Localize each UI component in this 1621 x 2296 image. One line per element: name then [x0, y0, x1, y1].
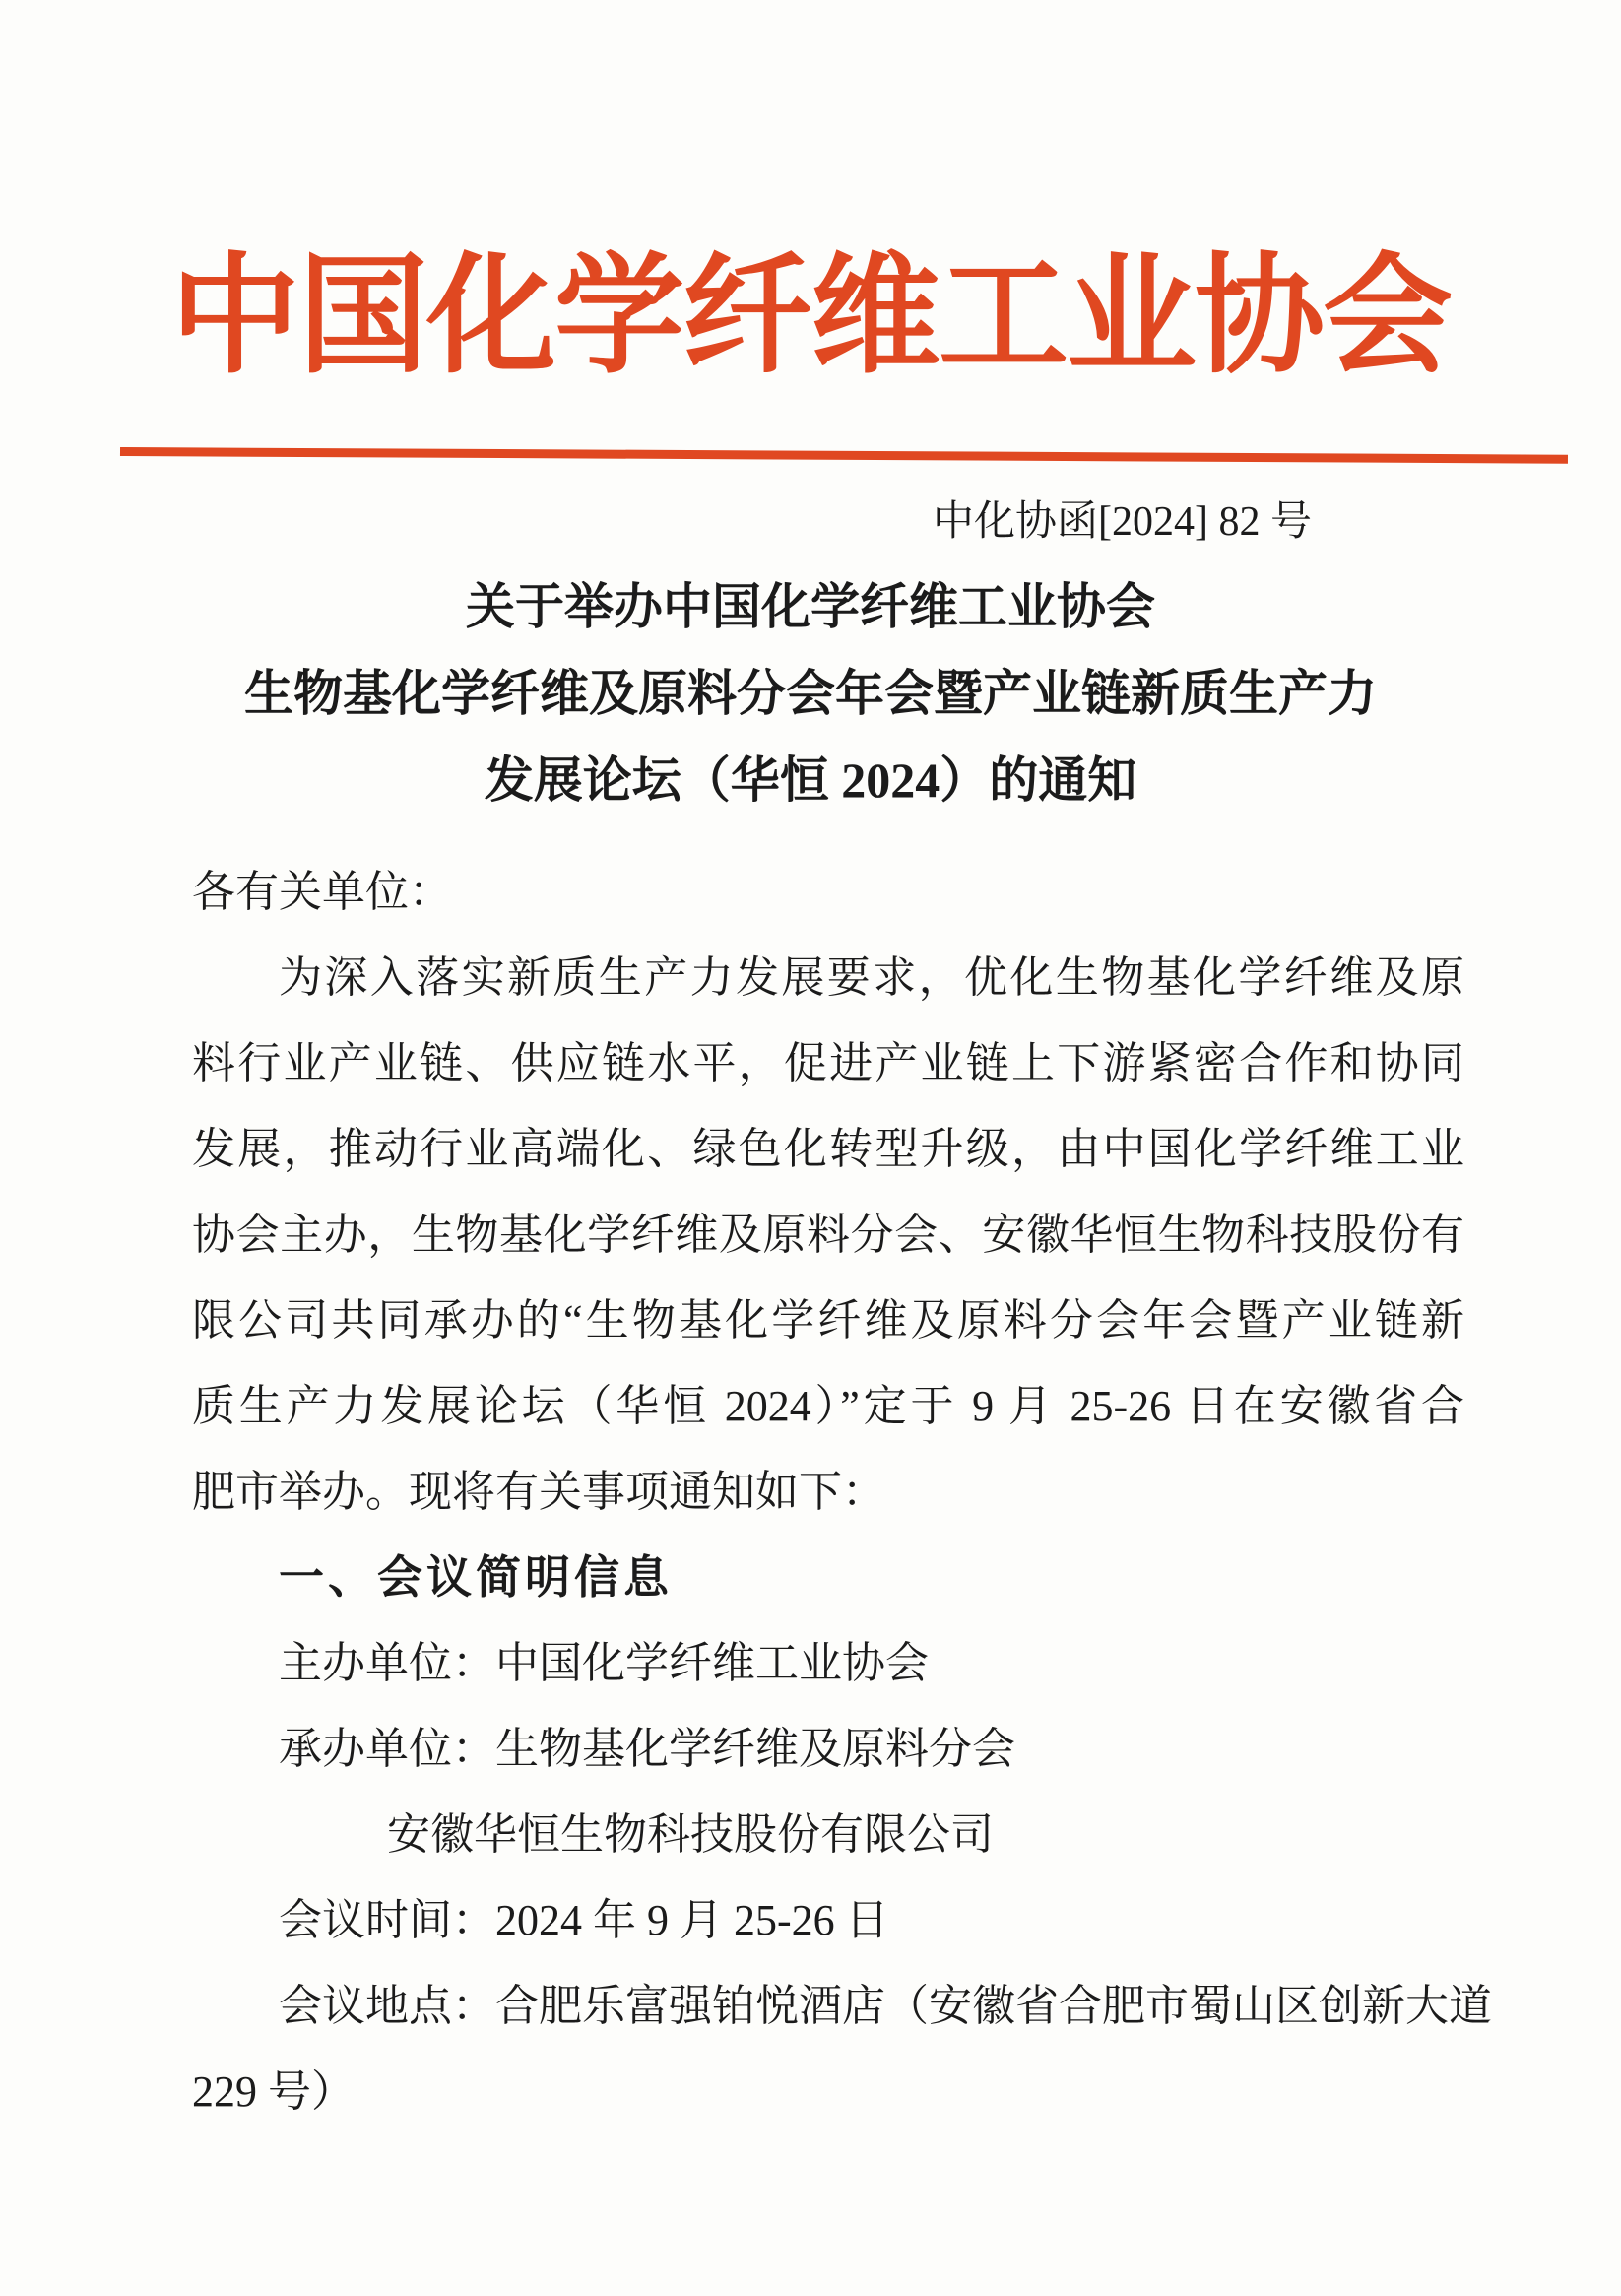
body-paragraph-line-4: 协会主办，生物基化学纤维及原料分会、安徽华恒生物科技股份有: [192, 1211, 1464, 1259]
info-line-meeting-venue: 会议地点：合肥乐富强铂悦酒店（安徽省合肥市蜀山区创新大道: [279, 1982, 1492, 2030]
notice-title-line-3: 发展论坛（华恒 2024）的通知: [484, 753, 1137, 808]
info-line-co-organizer-continued: 安徽华恒生物科技股份有限公司: [387, 1810, 994, 1859]
notice-title-line-2: 生物基化学纤维及原料分会年会暨产业链新质生产力: [244, 666, 1377, 721]
body-paragraph-line-1: 为深入落实新质生产力发展要求，优化生物基化学纤维及原: [279, 953, 1464, 1002]
body-paragraph-line-2: 料行业产业链、供应链水平，促进产业链上下游紧密合作和协同: [192, 1039, 1464, 1087]
info-line-venue-address-continued: 229 号）: [192, 2067, 355, 2116]
info-line-organizer: 主办单位：中国化学纤维工业协会: [279, 1639, 929, 1687]
body-paragraph-line-7: 肥市举办。现将有关事项通知如下：: [192, 1468, 885, 1516]
body-paragraph-line-6: 质生产力发展论坛（华恒 2024）”定于 9 月 25-26 日在安徽省合: [192, 1382, 1464, 1430]
letterhead-org-name: 中国化学纤维工业协会: [170, 244, 1451, 389]
body-paragraph-line-3: 发展，推动行业高端化、绿色化转型升级，由中国化学纤维工业: [192, 1125, 1464, 1173]
salutation: 各有关单位：: [192, 868, 452, 916]
notice-title-line-1: 关于举办中国化学纤维工业协会: [466, 579, 1155, 634]
section-heading-meeting-info: 一、会议简明信息: [279, 1551, 673, 1603]
letterhead-divider-rule: [120, 447, 1568, 464]
info-line-co-organizer: 承办单位：生物基化学纤维及原料分会: [279, 1725, 1015, 1773]
doc-number: 中化协函[2024] 82 号: [933, 499, 1312, 545]
notice-title: [0, 563, 1621, 823]
notice-body: [192, 849, 1492, 2134]
info-line-meeting-time: 会议时间：2024 年 9 月 25-26 日: [279, 1896, 889, 1944]
body-paragraph-line-5: 限公司共同承办的“生物基化学纤维及原料分会年会暨产业链新: [192, 1296, 1464, 1345]
